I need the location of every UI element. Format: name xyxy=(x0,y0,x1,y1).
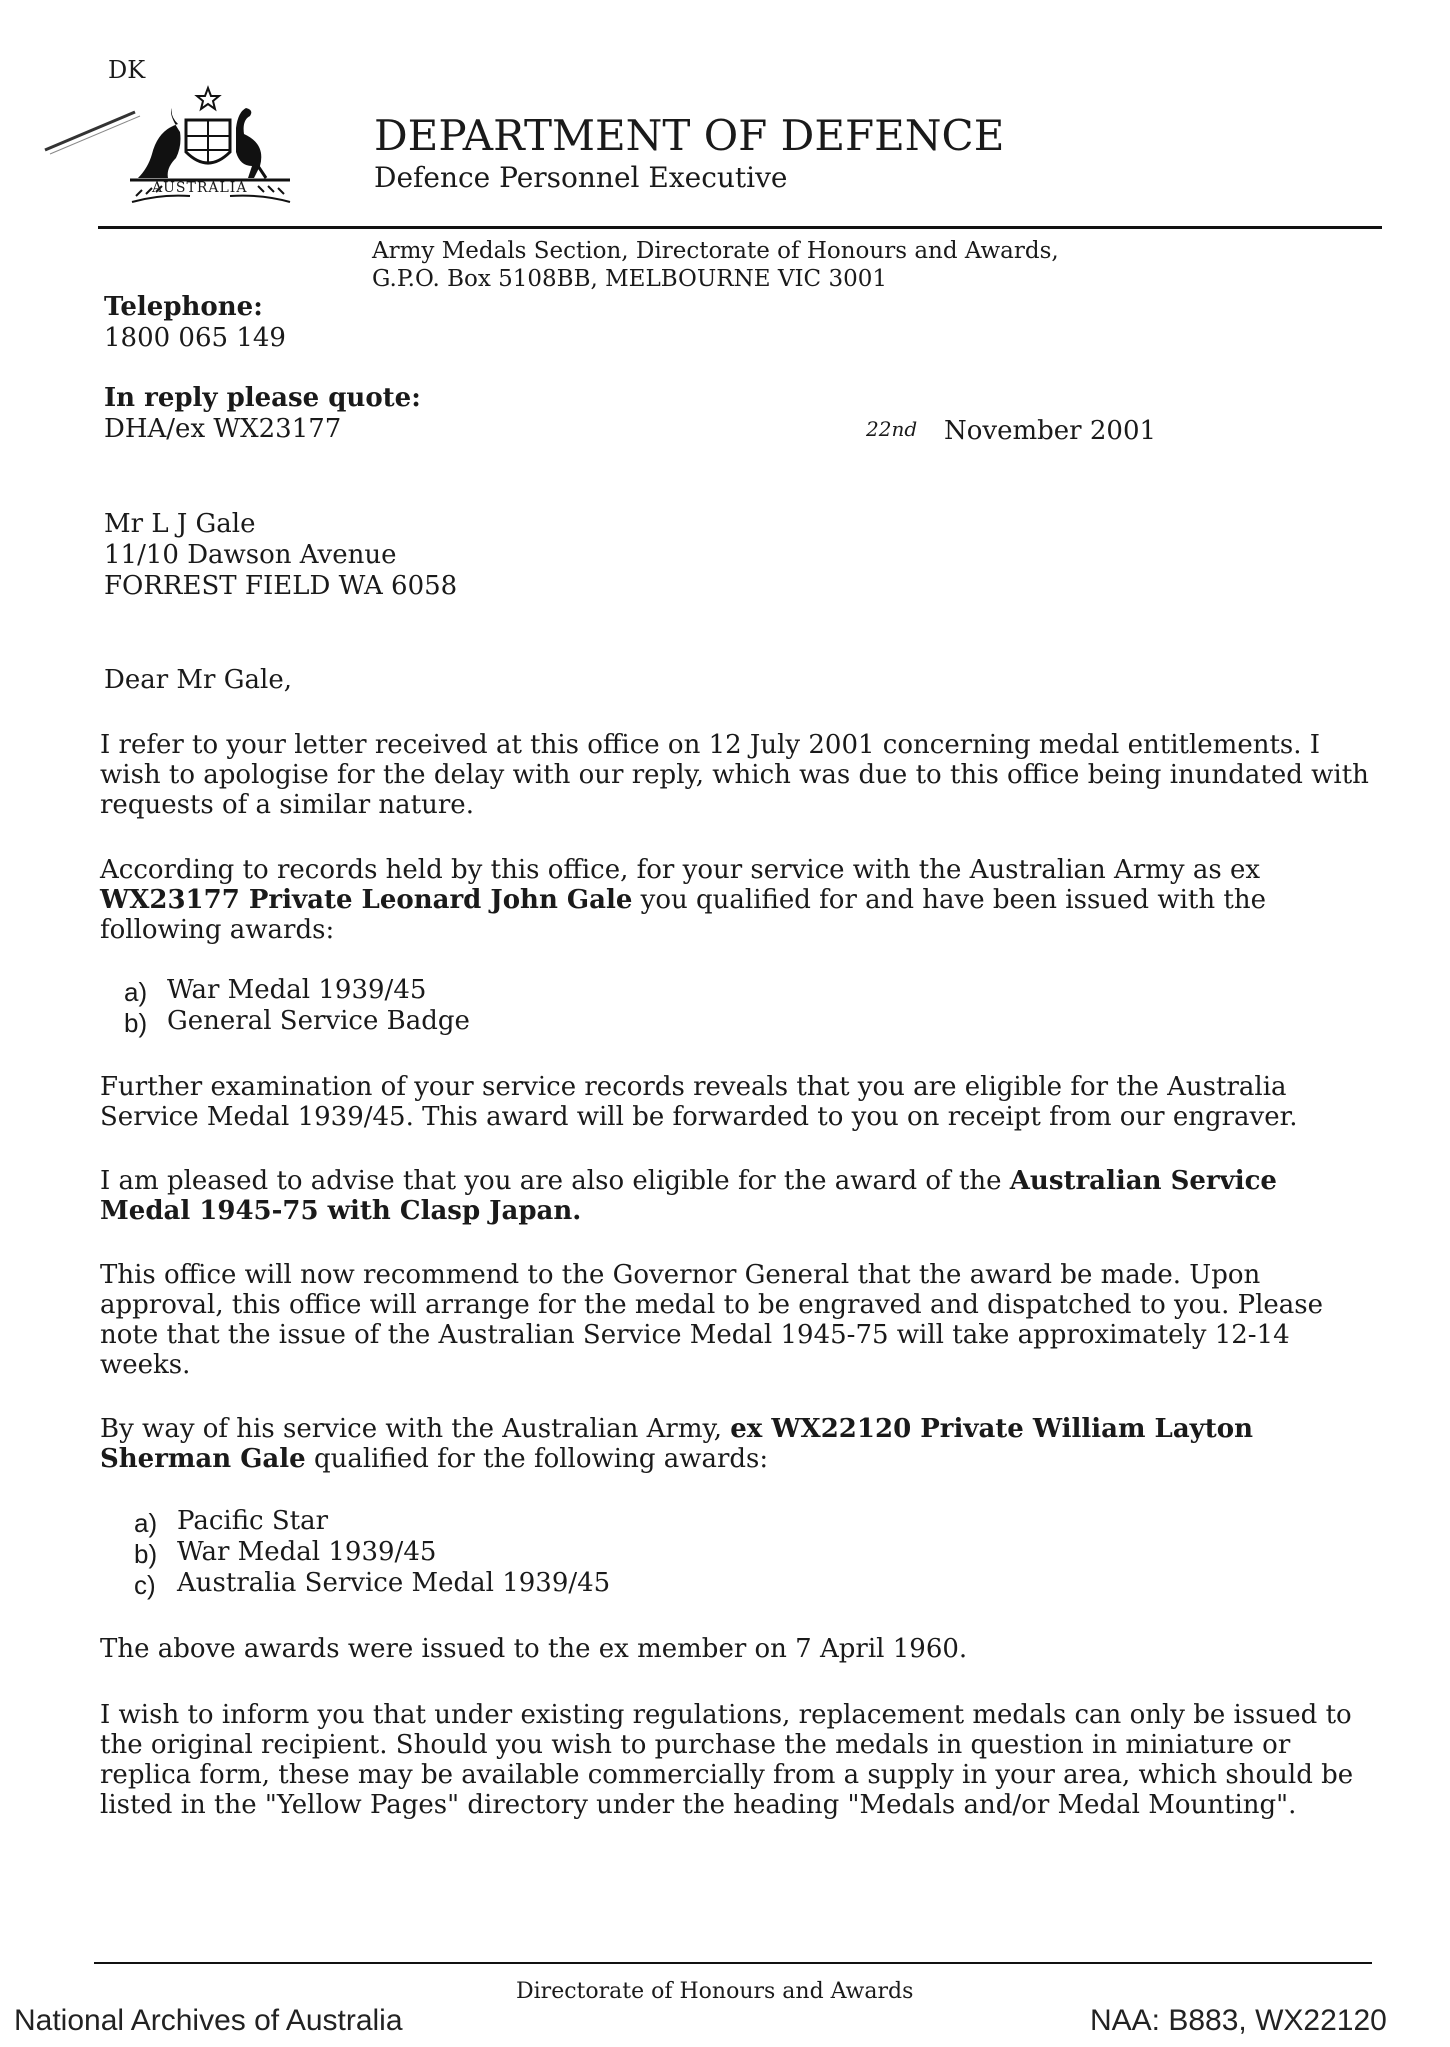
list2-item-b: War Medal 1939/45 xyxy=(177,1537,437,1567)
award-asm-clasp-japan: Australian Service Medal 1945-75 with Clasp Japan. xyxy=(100,1166,1277,1226)
department-subtitle: Defence Personnel Executive xyxy=(374,161,788,194)
archive-reference: NAA: B883, WX22120 xyxy=(1090,2004,1387,2037)
crest-label: AUSTRALIA xyxy=(152,180,248,196)
header-rule xyxy=(98,226,1382,229)
salutation: Dear Mr Gale, xyxy=(104,665,292,695)
paragraph-further-examination: Further examination of your service records reveals that you are eligible for the Australia Service Medal 1939/45. This award will be forwarded to you on receipt from our engraver. xyxy=(100,1072,1298,1132)
paragraph-issued-date: The above awards were issued to the ex member on 7 April 1960. xyxy=(100,1634,968,1664)
service-member-william: ex WX22120 Private William Layton Sherman Gale xyxy=(100,1414,1254,1474)
paragraph-william-text: By way of his service with the Australian Army, xyxy=(100,1414,731,1444)
paragraph-records xyxy=(100,855,1370,945)
recipient-city: FORREST FIELD WA 6058 xyxy=(104,571,458,601)
paragraph-eligible-asm xyxy=(100,1166,1370,1226)
paragraph-records-text: According to records held by this office, for your service with the Australian Army as ex xyxy=(100,855,1261,885)
list2-marker-b: b) xyxy=(134,1539,158,1569)
reference-value: DHA/ex WX23177 xyxy=(104,414,342,444)
telephone-label: Telephone: xyxy=(104,292,263,322)
list1-item-a: War Medal 1939/45 xyxy=(167,975,427,1005)
service-member-leonard: WX23177 Private Leonard John Gale xyxy=(100,885,633,915)
paragraph-eligible-text: I am pleased to advise that you are also eligible for the award of the xyxy=(100,1166,1010,1196)
paragraph-replacement-medals: I wish to inform you that under existing regulations, replacement medals can only be issued to the original recipient. Should you wish to purchase the medals in question in miniature or replica form, these may be available commercially from a supply in your area, which should be listed in the "Yellow Pages" directory under the heading "Medals and/or Medal Mounting". xyxy=(100,1700,1354,1820)
list1-marker-a: a) xyxy=(124,977,148,1007)
paragraph-william-tail: qualified for the following awards: xyxy=(305,1444,769,1474)
list2-item-a: Pacific Star xyxy=(177,1506,329,1536)
date-day-handwritten: 22nd xyxy=(866,417,918,441)
archive-name: National Archives of Australia xyxy=(14,2004,403,2037)
corner-initials: DK xyxy=(108,56,146,84)
date-month-year: November 2001 xyxy=(944,416,1157,446)
telephone-number: 1800 065 149 xyxy=(104,323,286,353)
list2-marker-a: a) xyxy=(134,1508,158,1538)
reference-label: In reply please quote: xyxy=(104,383,421,413)
list2-marker-c: c) xyxy=(134,1570,156,1600)
footer-directorate: Directorate of Honours and Awards xyxy=(516,1979,914,2004)
paragraph-governor-general: This office will now recommend to the Governor General that the award be made. Upon approval, this office will arrange for the medal to be engraved and dispatched to you. Please note that the issue of the Australian Service Medal 1945-75 will take approximately 12-14 weeks. xyxy=(100,1260,1324,1380)
paragraph-records-tail: you qualified for and have been issued with the following awards: xyxy=(100,885,1266,945)
list1-item-b: General Service Badge xyxy=(167,1006,470,1036)
section-address-line2: G.P.O. Box 5108BB, MELBOURNE VIC 3001 xyxy=(372,266,887,292)
recipient-name: Mr L J Gale xyxy=(104,509,256,539)
department-title: DEPARTMENT OF DEFENCE xyxy=(374,111,1005,160)
section-address-line1: Army Medals Section, Directorate of Honours and Awards, xyxy=(372,238,1059,264)
recipient-street: 11/10 Dawson Avenue xyxy=(104,540,397,570)
paragraph-william-service xyxy=(100,1414,1370,1474)
paragraph-delay-apology: I refer to your letter received at this office on 12 July 2001 concerning medal entitlements. I wish to apologise for the delay with our reply, which was due to this office being inundated with requests of a similar nature. xyxy=(100,730,1369,820)
list2-item-c: Australia Service Medal 1939/45 xyxy=(177,1568,611,1598)
list1-marker-b: b) xyxy=(124,1008,148,1038)
footer-rule xyxy=(94,1962,1372,1964)
